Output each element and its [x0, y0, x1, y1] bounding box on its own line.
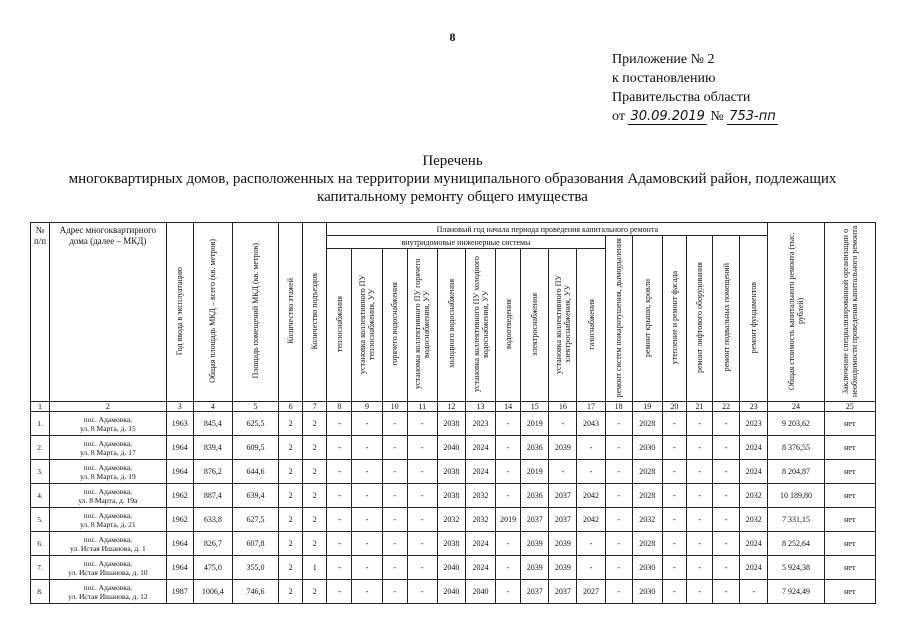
header-premises-area: Площадь помещений МКД (кв. метров) — [232, 223, 278, 402]
row-planned-year: - — [327, 484, 352, 508]
row-floors: 2 — [279, 436, 303, 460]
address-line-2: ул. 8 Марта, д. 19а — [78, 495, 138, 505]
row-planned-year: 2040 — [437, 556, 465, 580]
document-title — [30, 152, 875, 206]
row-planned-year: 2037 — [549, 508, 577, 532]
appendix-block — [612, 50, 778, 126]
row-planned-year: - — [686, 436, 712, 460]
row-premises-area: 625,5 — [232, 412, 278, 436]
row-floors: 2 — [279, 484, 303, 508]
address-line-1: пос. Адамовка, — [83, 462, 133, 472]
row-conclusion: нет — [824, 556, 875, 580]
address-line-1: пос. Адамовка, — [83, 510, 133, 520]
row-planned-year: 2038 — [437, 412, 465, 436]
column-number: 7 — [303, 402, 327, 412]
header-sub-15: ремонт фундаментов — [740, 236, 768, 402]
row-total-area: 475,0 — [193, 556, 232, 580]
header-sub-2: горячего водоснабжения — [382, 249, 407, 402]
row-planned-year: - — [605, 508, 632, 532]
row-planned-year: - — [662, 508, 686, 532]
row-planned-year: 2028 — [632, 532, 662, 556]
row-total-area: 887,4 — [193, 484, 232, 508]
row-number: 5. — [31, 508, 50, 532]
row-floors: 2 — [279, 532, 303, 556]
row-planned-year: - — [686, 508, 712, 532]
row-number: 1. — [31, 412, 50, 436]
header-sub-11: ремонт крыши, кровли — [632, 236, 662, 402]
row-premises-area: 607,8 — [232, 532, 278, 556]
row-planned-year: 2039 — [549, 436, 577, 460]
header-sub-8: установка коллективного ПУ электроснабжения, УУ — [549, 249, 577, 402]
row-total-area: 839,4 — [193, 436, 232, 460]
row-planned-year: - — [327, 580, 352, 604]
row-planned-year: - — [407, 532, 437, 556]
row-year: 1964 — [166, 532, 193, 556]
row-planned-year: - — [740, 580, 768, 604]
row-floors: 2 — [279, 580, 303, 604]
row-planned-year: 2028 — [632, 460, 662, 484]
row-planned-year: 2023 — [740, 412, 768, 436]
row-floors: 2 — [279, 508, 303, 532]
row-planned-year: - — [407, 412, 437, 436]
row-planned-year: 2032 — [465, 508, 495, 532]
row-planned-year: 2036 — [521, 436, 549, 460]
address-line-1: пос. Адамовка, — [83, 414, 133, 424]
table-body — [31, 412, 876, 604]
column-number: 2 — [50, 402, 167, 412]
row-floors: 2 — [279, 460, 303, 484]
row-planned-year: 2040 — [465, 580, 495, 604]
row-planned-year: - — [662, 412, 686, 436]
row-premises-area: 644,6 — [232, 460, 278, 484]
row-planned-year: 2019 — [521, 460, 549, 484]
row-planned-year: 2037 — [521, 508, 549, 532]
column-number: 8 — [327, 402, 352, 412]
row-entrances: 2 — [303, 460, 327, 484]
row-cost: 7 331,15 — [768, 508, 824, 532]
row-planned-year: 2032 — [437, 508, 465, 532]
column-number: 12 — [437, 402, 465, 412]
row-planned-year: - — [327, 508, 352, 532]
row-total-area: 1006,4 — [193, 580, 232, 604]
row-address — [50, 412, 167, 436]
row-planned-year: 2042 — [577, 484, 605, 508]
header-num: № п/п — [31, 223, 50, 402]
column-number: 11 — [407, 402, 437, 412]
row-planned-year: - — [662, 484, 686, 508]
header-sub-0: теплоснабжения — [327, 249, 352, 402]
header-sub-1: установка коллективного ПУ теплоснабжения, УУ — [352, 249, 382, 402]
row-planned-year: - — [407, 484, 437, 508]
appendix-line-4 — [612, 107, 778, 126]
row-planned-year: - — [496, 460, 521, 484]
row-number: 2. — [31, 436, 50, 460]
row-address — [50, 484, 167, 508]
row-planned-year: - — [382, 556, 407, 580]
row-planned-year: 2030 — [632, 436, 662, 460]
row-premises-area: 627,5 — [232, 508, 278, 532]
row-planned-year: - — [352, 580, 382, 604]
header-sub-3: установка коллективного ПУ горячего водоснабжения, УУ — [407, 249, 437, 402]
row-planned-year: - — [713, 460, 740, 484]
column-number: 9 — [352, 402, 382, 412]
table-row — [31, 508, 876, 532]
row-planned-year: - — [713, 436, 740, 460]
header-sub-14: ремонт подвальных помещений — [713, 236, 740, 402]
column-number: 24 — [768, 402, 824, 412]
header-sub-9: газоснабжения — [577, 249, 605, 402]
row-planned-year: - — [713, 532, 740, 556]
header-sub-4: холодного водоснабжения — [437, 249, 465, 402]
row-planned-year: - — [577, 532, 605, 556]
column-number: 25 — [824, 402, 875, 412]
row-address — [50, 436, 167, 460]
address-line-2: ул. 8 Марта, д. 17 — [80, 447, 136, 457]
header-sub-6: водоотведения — [496, 249, 521, 402]
page-number: 8 — [449, 30, 456, 44]
table-row — [31, 460, 876, 484]
column-number: 20 — [662, 402, 686, 412]
row-number: 6. — [31, 532, 50, 556]
row-premises-area: 609,5 — [232, 436, 278, 460]
table-row — [31, 436, 876, 460]
row-planned-year: - — [686, 460, 712, 484]
column-number: 21 — [686, 402, 712, 412]
row-total-area: 845,4 — [193, 412, 232, 436]
row-planned-year: - — [605, 412, 632, 436]
column-number: 3 — [166, 402, 193, 412]
row-planned-year: 2032 — [740, 484, 768, 508]
handwritten-date: 30.09.2019 — [630, 109, 705, 124]
row-planned-year: - — [662, 580, 686, 604]
row-total-area: 876,2 — [193, 460, 232, 484]
column-number: 13 — [465, 402, 495, 412]
row-planned-year: 2038 — [437, 484, 465, 508]
row-cost: 5 924,38 — [768, 556, 824, 580]
address-line-2: ул. Истая Ишанова, д. 10 — [68, 567, 148, 577]
row-cost: 8 252,64 — [768, 532, 824, 556]
row-cost: 10 189,80 — [768, 484, 824, 508]
address-line-2: ул. Истая Ишанова, д. 1 — [69, 543, 146, 553]
row-floors: 2 — [279, 556, 303, 580]
row-planned-year: - — [605, 532, 632, 556]
row-address — [50, 580, 167, 604]
address-line-1: пос. Адамовка, — [83, 582, 133, 592]
row-planned-year: 2024 — [740, 460, 768, 484]
row-planned-year: 2030 — [632, 580, 662, 604]
address-line-2: ул. 8 Марта, д. 19 — [80, 471, 136, 481]
row-planned-year: - — [352, 412, 382, 436]
row-planned-year: - — [605, 484, 632, 508]
title-line-2: многоквартирных домов, расположенных на территории муниципального образования Адамовский район, подлежащих — [68, 171, 837, 187]
row-conclusion: нет — [824, 484, 875, 508]
row-planned-year: - — [549, 460, 577, 484]
row-planned-year: 2037 — [549, 580, 577, 604]
header-address: Адрес многоквартирного дома (далее – МКД) — [50, 223, 167, 402]
row-planned-year: 2039 — [549, 532, 577, 556]
row-planned-year: - — [605, 580, 632, 604]
row-cost: 9 203,62 — [768, 412, 824, 436]
row-planned-year: - — [686, 556, 712, 580]
row-planned-year: - — [686, 532, 712, 556]
row-premises-area: 355,0 — [232, 556, 278, 580]
row-planned-year: 2038 — [437, 532, 465, 556]
address-line-1: пос. Адамовка, — [83, 438, 133, 448]
row-planned-year: - — [327, 412, 352, 436]
row-planned-year: 2028 — [632, 412, 662, 436]
row-conclusion: нет — [824, 460, 875, 484]
row-number: 3. — [31, 460, 50, 484]
row-planned-year: - — [577, 436, 605, 460]
row-planned-year: 2024 — [465, 556, 495, 580]
row-planned-year: - — [407, 556, 437, 580]
row-planned-year: - — [605, 556, 632, 580]
table-row — [31, 556, 876, 580]
header-engineering: внутридомовые инженерные системы — [327, 236, 605, 249]
row-year: 1962 — [166, 484, 193, 508]
header-total-area: Общая площадь МКД – всего (кв. метров) — [193, 223, 232, 402]
column-number-row — [31, 402, 876, 412]
row-planned-year: 2024 — [465, 460, 495, 484]
header-sub-10: ремонт систем пожаротушения, дымоудаления — [605, 236, 632, 402]
row-planned-year: - — [662, 532, 686, 556]
row-entrances: 2 — [303, 580, 327, 604]
header-sub-12: утепление и ремонт фасада — [662, 236, 686, 402]
address-line-1: пос. Адамовка, — [83, 486, 133, 496]
row-planned-year: 2023 — [465, 412, 495, 436]
row-planned-year: - — [382, 412, 407, 436]
row-entrances: 2 — [303, 484, 327, 508]
row-planned-year: - — [407, 460, 437, 484]
row-planned-year: - — [327, 532, 352, 556]
row-entrances: 2 — [303, 508, 327, 532]
header-sub-7: электроснабжения — [521, 249, 549, 402]
row-planned-year: - — [407, 508, 437, 532]
row-planned-year: - — [577, 556, 605, 580]
column-number: 5 — [232, 402, 278, 412]
row-year: 1987 — [166, 580, 193, 604]
column-number: 23 — [740, 402, 768, 412]
header-floors: Количество этажей — [279, 223, 303, 402]
row-planned-year: 2042 — [577, 508, 605, 532]
row-premises-area: 639,4 — [232, 484, 278, 508]
table-row — [31, 412, 876, 436]
row-planned-year: - — [327, 436, 352, 460]
row-planned-year: 2024 — [465, 532, 495, 556]
table-row — [31, 532, 876, 556]
column-number: 15 — [521, 402, 549, 412]
row-planned-year: - — [605, 460, 632, 484]
row-planned-year: 2019 — [521, 412, 549, 436]
row-number: 4. — [31, 484, 50, 508]
header-sub-5: установка коллективного ПУ холодного водоснабжения, УУ — [465, 249, 495, 402]
row-conclusion: нет — [824, 508, 875, 532]
row-number: 7. — [31, 556, 50, 580]
table-row — [31, 580, 876, 604]
row-planned-year: - — [686, 412, 712, 436]
row-planned-year: - — [382, 532, 407, 556]
row-planned-year: - — [496, 532, 521, 556]
column-number: 18 — [605, 402, 632, 412]
table-row — [31, 484, 876, 508]
row-planned-year: - — [352, 460, 382, 484]
column-number: 22 — [713, 402, 740, 412]
row-cost: 8 204,87 — [768, 460, 824, 484]
appendix-line-2: к постановлению — [612, 71, 716, 86]
row-planned-year: - — [496, 412, 521, 436]
row-planned-year: - — [327, 460, 352, 484]
row-planned-year: 2024 — [740, 556, 768, 580]
row-planned-year: - — [662, 556, 686, 580]
title-line-3: капитальному ремонту общего имущества — [317, 189, 588, 205]
row-planned-year: - — [713, 580, 740, 604]
row-planned-year: - — [382, 436, 407, 460]
row-number: 8. — [31, 580, 50, 604]
row-planned-year: 2039 — [549, 556, 577, 580]
appendix-line-1: Приложение № 2 — [612, 52, 715, 67]
row-address — [50, 460, 167, 484]
date-prefix: от — [612, 109, 625, 124]
row-address — [50, 556, 167, 580]
address-line-2: ул. 8 Марта, д. 15 — [80, 423, 136, 433]
row-planned-year: - — [382, 508, 407, 532]
row-planned-year: - — [713, 484, 740, 508]
row-planned-year: - — [549, 412, 577, 436]
row-year: 1964 — [166, 436, 193, 460]
header-entrances: Количество подъездов — [303, 223, 327, 402]
number-prefix: № — [710, 109, 724, 124]
row-total-area: 826,7 — [193, 532, 232, 556]
row-conclusion: нет — [824, 436, 875, 460]
row-planned-year: 2030 — [632, 556, 662, 580]
header-conclusion: Заключение специализированной организации о необходимости проведения капитального ремонта — [824, 223, 875, 402]
row-planned-year: 2027 — [577, 580, 605, 604]
row-planned-year: - — [496, 556, 521, 580]
row-planned-year: - — [352, 484, 382, 508]
row-address — [50, 532, 167, 556]
row-planned-year: - — [713, 412, 740, 436]
row-planned-year: - — [407, 436, 437, 460]
row-year: 1963 — [166, 412, 193, 436]
column-number: 4 — [193, 402, 232, 412]
header-cost: Общая стоимость капитального ремонта (тыс. рублей) — [768, 223, 824, 402]
header-year: Год ввода в эксплуатацию — [166, 223, 193, 402]
address-line-1: пос. Адамовка, — [83, 558, 133, 568]
row-cost: 8 376,55 — [768, 436, 824, 460]
row-planned-year: - — [352, 436, 382, 460]
row-planned-year: - — [352, 556, 382, 580]
row-planned-year: - — [407, 580, 437, 604]
row-year: 1962 — [166, 508, 193, 532]
row-planned-year: 2037 — [549, 484, 577, 508]
row-planned-year: - — [605, 436, 632, 460]
row-planned-year: 2028 — [632, 484, 662, 508]
row-planned-year: - — [577, 460, 605, 484]
row-planned-year: - — [686, 580, 712, 604]
appendix-line-3: Правительства области — [612, 90, 751, 105]
row-planned-year: - — [713, 508, 740, 532]
address-line-1: пос. Адамовка, — [83, 534, 133, 544]
row-conclusion: нет — [824, 532, 875, 556]
row-planned-year: 2024 — [740, 532, 768, 556]
row-planned-year: - — [496, 484, 521, 508]
column-number: 1 — [31, 402, 50, 412]
row-planned-year: - — [496, 436, 521, 460]
row-entrances: 2 — [303, 412, 327, 436]
header-sub-13: ремонт лифтового оборудования — [686, 236, 712, 402]
row-planned-year: 2037 — [521, 580, 549, 604]
row-entrances: 1 — [303, 556, 327, 580]
column-number: 17 — [577, 402, 605, 412]
row-planned-year: 2039 — [521, 556, 549, 580]
row-planned-year: - — [352, 508, 382, 532]
row-planned-year: - — [496, 580, 521, 604]
row-planned-year: 2038 — [437, 460, 465, 484]
row-total-area: 633,8 — [193, 508, 232, 532]
row-planned-year: - — [662, 460, 686, 484]
row-planned-year: 2032 — [632, 508, 662, 532]
column-number: 16 — [549, 402, 577, 412]
header-planned-year: Плановый год начала периода проведения капитального ремонта — [327, 223, 768, 236]
row-planned-year: 2036 — [521, 484, 549, 508]
row-year: 1964 — [166, 460, 193, 484]
row-address — [50, 508, 167, 532]
row-planned-year: - — [686, 484, 712, 508]
row-planned-year: - — [352, 532, 382, 556]
column-number: 14 — [496, 402, 521, 412]
row-cost: 7 924,49 — [768, 580, 824, 604]
column-number-row — [31, 402, 876, 412]
column-number: 6 — [279, 402, 303, 412]
row-planned-year: 2032 — [740, 508, 768, 532]
address-line-2: ул. 8 Марта, д. 21 — [80, 519, 136, 529]
row-planned-year: - — [327, 556, 352, 580]
row-planned-year: - — [382, 580, 407, 604]
address-line-2: ул. Истая Ишанова, д. 12 — [68, 591, 148, 601]
handwritten-number: 753-пп — [729, 109, 776, 124]
row-planned-year: - — [382, 460, 407, 484]
row-planned-year: 2039 — [521, 532, 549, 556]
title-line-1: Перечень — [422, 153, 483, 169]
row-planned-year: 2024 — [465, 436, 495, 460]
row-entrances: 2 — [303, 532, 327, 556]
row-planned-year: - — [382, 484, 407, 508]
row-planned-year: 2019 — [496, 508, 521, 532]
column-number: 10 — [382, 402, 407, 412]
row-planned-year: - — [713, 556, 740, 580]
row-planned-year: 2032 — [465, 484, 495, 508]
row-entrances: 2 — [303, 436, 327, 460]
row-planned-year: 2043 — [577, 412, 605, 436]
row-planned-year: 2040 — [437, 436, 465, 460]
repair-table — [30, 222, 876, 604]
column-number: 19 — [632, 402, 662, 412]
row-planned-year: - — [662, 436, 686, 460]
row-conclusion: нет — [824, 412, 875, 436]
row-premises-area: 746,6 — [232, 580, 278, 604]
row-planned-year: 2024 — [740, 436, 768, 460]
row-floors: 2 — [279, 412, 303, 436]
row-planned-year: 2040 — [437, 580, 465, 604]
row-year: 1964 — [166, 556, 193, 580]
row-conclusion: нет — [824, 580, 875, 604]
